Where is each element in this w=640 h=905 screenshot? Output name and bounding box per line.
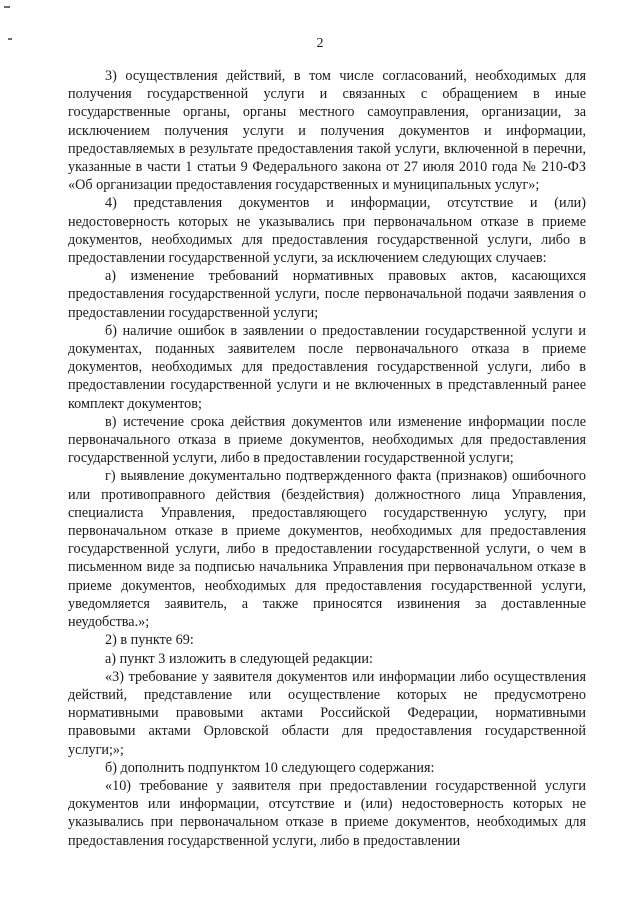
quoted-item-3: «3) требование у заявителя документов или информации либо осуществления действий, представление или осуществление которых не предусмотрено нормативными правовыми актами Российской Федерации, нормативными правовыми актами Орловской области для предоставления государственной услуги;»;: [68, 668, 586, 758]
subitem-a-new-wording: а) пункт 3 изложить в следующей редакции:: [105, 650, 373, 667]
subitem-b-add-10: б) дополнить подпунктом 10 следующего содержания:: [105, 759, 435, 776]
list-item-4-documents: 4) представления документов и информации, отсутствие и (или) недостоверность которых не указывались при первоначальном отказе в приеме документов, необходимых для предоставления государственной услуги, либо в предоставлении государственной услуги, за исключением следующих случаев:: [68, 195, 586, 267]
item-2-clause-69: 2) в пункте 69:: [105, 632, 194, 649]
document-body: [68, 67, 586, 850]
list-item-3-actions: 3) осуществления действий, в том числе согласований, необходимых для получения государственной услуги и связанных с обращением в иные государственные органы, органы местного самоуправления, организации, за исключением получения услуги и получения документов и информации, предоставляемых в результате предоставления такой услуги, включенной в перечни, указанные в части 1 статьи 9 Федерального закона от 27 июля 2010 года № 210-ФЗ «Об организации предоставления государственных и муниципальных услуг»;: [68, 68, 586, 194]
page-number: 2: [316, 36, 324, 51]
scan-artifact: [4, 6, 10, 8]
subitem-a-requirements-change: а) изменение требований нормативных правовых актов, касающихся предоставления государственной услуги, после первоначальной подачи заявления о предоставлении государственной услуги;: [68, 268, 586, 321]
quoted-item-10: «10) требование у заявителя при предоставлении государственной услуги документов или информации, отсутствие и (или) недостоверность которых не указывались при первоначальном отказе в приеме документов, необходимых для предоставления государственной услуги, либо в предоставлении: [68, 777, 586, 849]
subitem-g-misconduct: г) выявление документально подтвержденного факта (признаков) ошибочного или противоправного действия (бездействия) должностного лица Управления, специалиста Управления, предоставляющего государственную услугу, при первоначальном отказе в приеме документов, необходимых для предоставления государственной услуги, либо в предоставлении государственной услуги, о чем в письменном виде за подписью начальника Управления при первоначальном отказе в приеме документов, необходимых для предоставления государственной услуги, уведомляется заявитель, а также приносятся извинения за доставленные неудобства.»;: [68, 468, 586, 631]
subitem-v-expiry: в) истечение срока действия документов или изменение информации после первоначального отказа в приеме документов, необходимых для предоставления государственной услуги, либо в предоставлении государственной услуги;: [68, 413, 586, 467]
subitem-b-errors: б) наличие ошибок в заявлении о предоставлении государственной услуги и документах, поданных заявителем после первоначального отказа в приеме документов, необходимых для предоставления государственной услуги, либо в предоставлении государственной услуги и не включенных в представленный ранее комплект документов;: [68, 322, 586, 412]
